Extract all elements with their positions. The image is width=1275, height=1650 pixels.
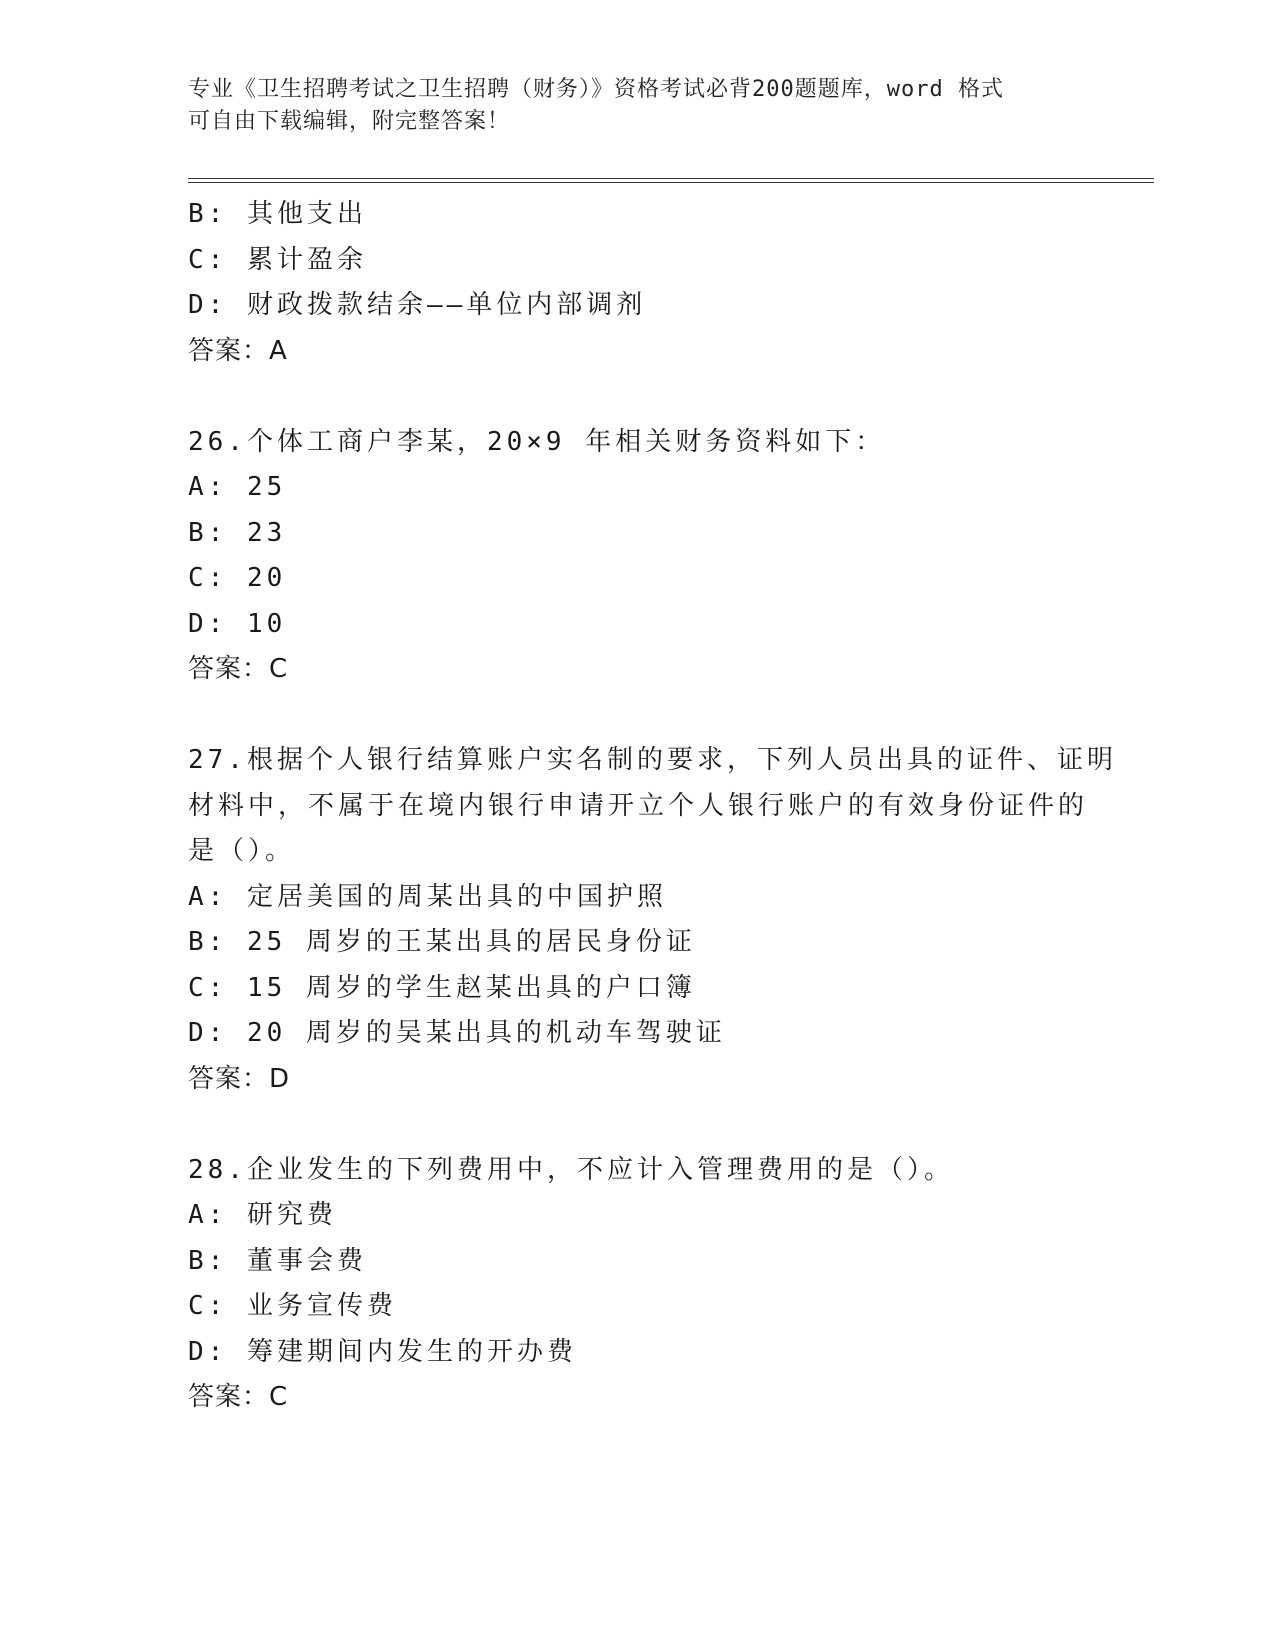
option-d: D: 筹建期间内发生的开办费: [188, 1336, 577, 1367]
option-b: B: 25 周岁的王某出具的居民身份证: [188, 927, 696, 957]
option-a: A: 定居美国的周某出具的中国护照: [188, 881, 667, 912]
answer-line: 答案：C: [188, 1382, 289, 1412]
question-list: [188, 192, 1154, 1421]
option-d: D: 财政拨款结余——单位内部调剂: [188, 290, 647, 320]
question-27: [188, 738, 1154, 1102]
spacer: [188, 374, 1154, 420]
option-a: A: 研究费: [188, 1200, 337, 1230]
option-a: A: 25: [188, 472, 287, 502]
answer-line: 答案：C: [188, 654, 289, 684]
spacer: [188, 1102, 1154, 1148]
header-divider-bottom: [188, 182, 1154, 183]
question-text-line-1: 27.根据个人银行结算账户实名制的要求，下列人员出具的证件、证明: [188, 745, 1117, 775]
question-25-continued: [188, 192, 1154, 374]
answer-line: 答案：A: [188, 335, 288, 366]
question-text: 26.个体工商户李某，20×9 年相关财务资料如下：: [188, 426, 886, 457]
question-28: [188, 1148, 1154, 1421]
header-title-line-2: 可自由下载编辑，附完整答案！: [188, 109, 511, 134]
question-26: [188, 420, 1154, 693]
option-b: B: 董事会费: [188, 1245, 367, 1276]
answer-line: 答案：D: [188, 1063, 291, 1094]
header-divider-top: [188, 178, 1154, 179]
document-header: [188, 74, 1088, 138]
spacer: [188, 693, 1154, 739]
question-text-line-2: 材料中，不属于在境内银行申请开立个人银行账户的有效身份证件的: [188, 790, 1089, 821]
question-text: 28.企业发生的下列费用中，不应计入管理费用的是（）。: [188, 1154, 954, 1185]
option-b: B: 其他支出: [188, 199, 367, 229]
option-d: D: 20 周岁的吴某出具的机动车驾驶证: [188, 1018, 726, 1048]
header-title-line-1: 专业《卫生招聘考试之卫生招聘（财务）》资格考试必背200题题库，word 格式: [188, 77, 1004, 102]
option-c: C: 15 周岁的学生赵某出具的户口簿: [188, 972, 696, 1003]
option-c: C: 业务宣传费: [188, 1291, 397, 1321]
option-d: D: 10: [188, 608, 287, 639]
question-text-line-3: 是（）。: [188, 836, 296, 866]
option-b: B: 23: [188, 517, 287, 548]
option-c: C: 累计盈余: [188, 244, 367, 275]
option-c: C: 20: [188, 563, 287, 593]
